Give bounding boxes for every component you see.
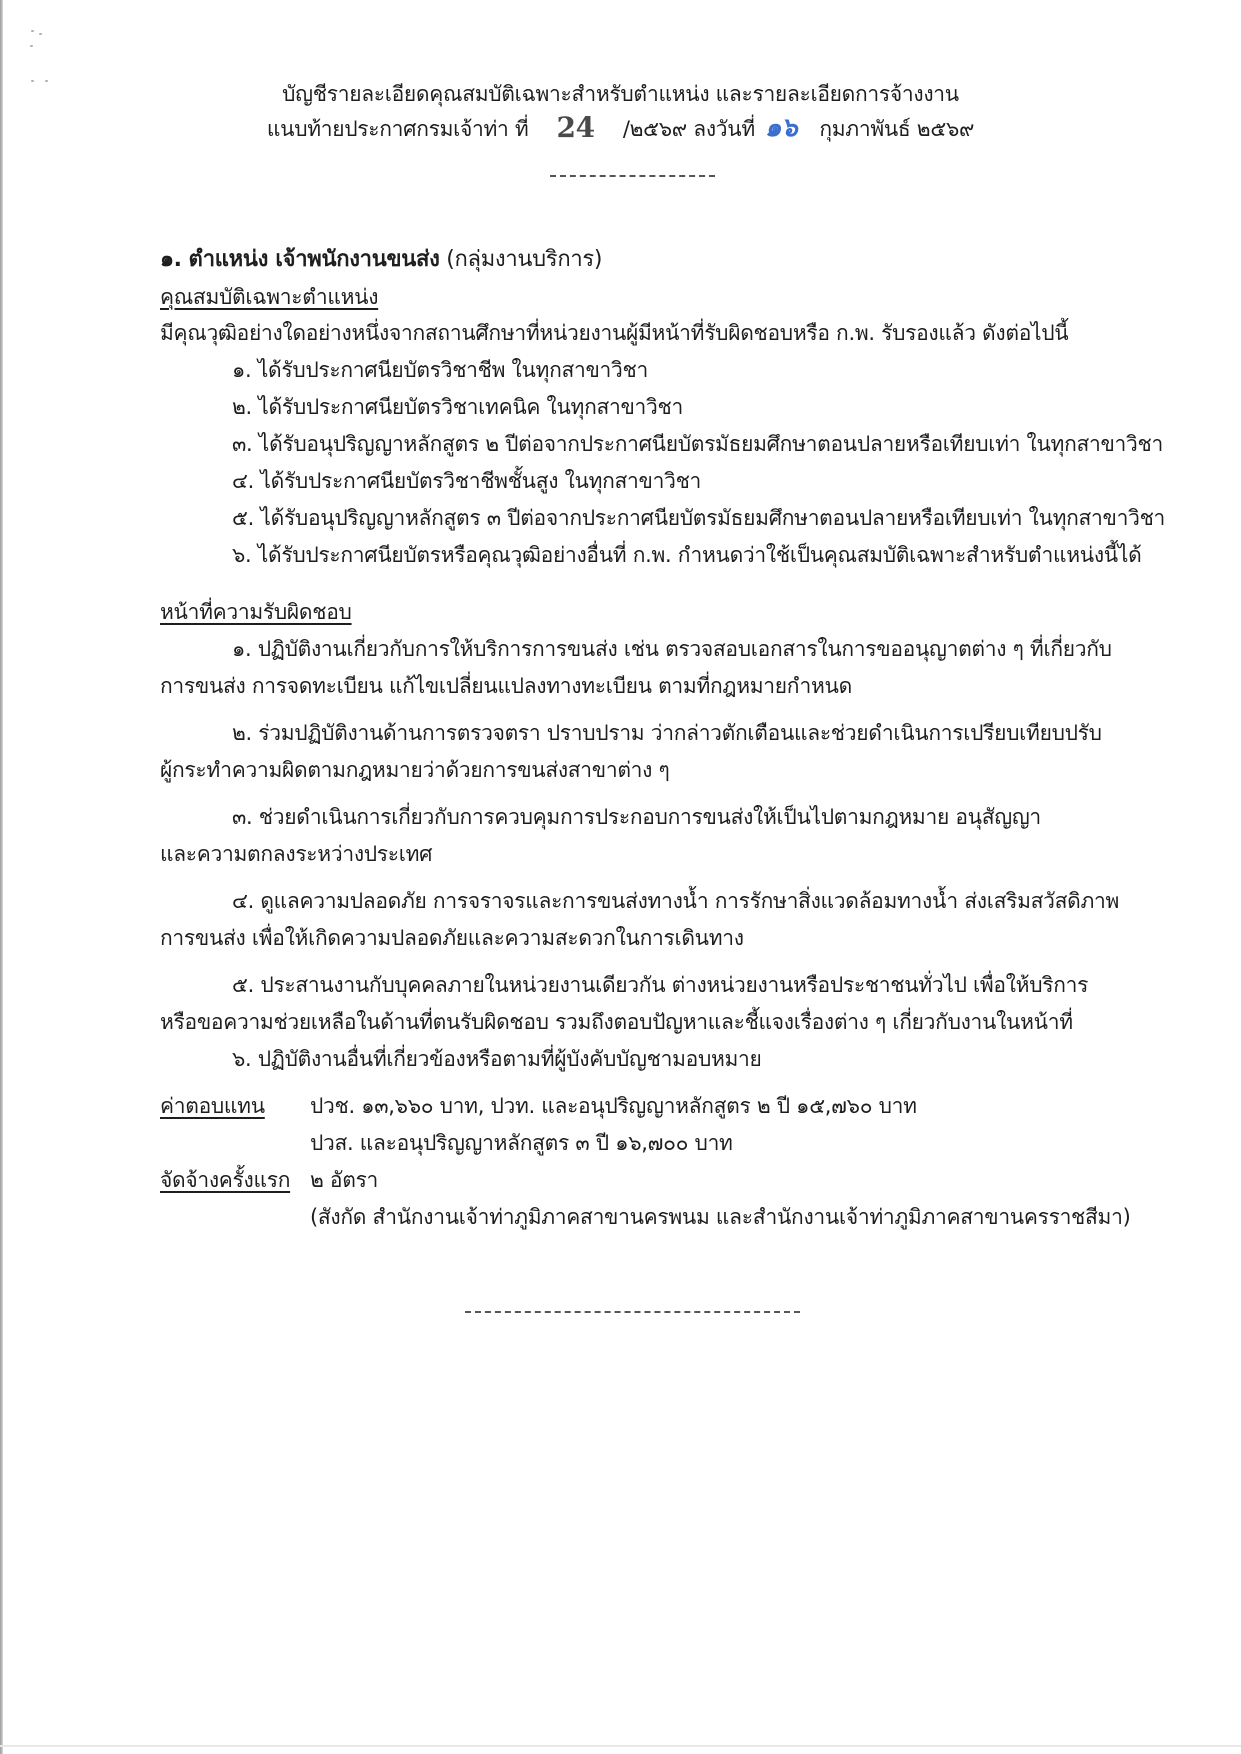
duty-item-line1: ๕. ประสานงานกับบุคคลภายในหน่วยงานเดียวกัน ต่างหน่วยงานหรือประชาชนทั่วไป เพื่อให้บริการ	[232, 973, 1089, 997]
duty-item-line1: ๑. ปฏิบัติงานเกี่ยวกับการให้บริการการขนส่ง เช่น ตรวจสอบเอกสารในการขออนุญาตต่าง ๆ ที่เกี่ยวกับ	[232, 637, 1112, 661]
qualifications-intro: มีคุณวุฒิอย่างใดอย่างหนึ่งจากสถานศึกษาที่หน่วยงานผู้มีหน้าที่รับผิดชอบหรือ ก.พ. รับรองแล้ว ดังต่อไปนี้	[160, 321, 1069, 345]
qualification-item: ๓. ได้รับอนุปริญญาหลักสูตร ๒ ปีต่อจากประกาศนียบัตรมัธยมศึกษาตอนปลายหรือเทียบเท่า ในทุกสาขาวิชา	[232, 432, 1163, 456]
announcement-year: /๒๕๖๙	[622, 117, 687, 141]
compensation-label: ค่าตอบแทน	[160, 1094, 265, 1118]
announcement-prefix: แนบท้ายประกาศกรมเจ้าท่า ที่	[266, 117, 529, 141]
duty-item-line1: ๔. ดูแลความปลอดภัย การจราจรและการขนส่งทางน้ำ การรักษาสิ่งแวดล้อมทางน้ำ ส่งเสริมสวัสดิภาพ	[232, 889, 1120, 913]
header-divider	[550, 175, 715, 177]
qualification-item: ๕. ได้รับอนุปริญญาหลักสูตร ๓ ปีต่อจากประกาศนียบัตรมัธยมศึกษาตอนปลายหรือเทียบเท่า ในทุกสาขาวิชา	[232, 506, 1166, 530]
qualification-item: ๔. ได้รับประกาศนียบัตรวิชาชีพชั้นสูง ในทุกสาขาวิชา	[232, 469, 702, 493]
document-title-line1: บัญชีรายละเอียดคุณสมบัติเฉพาะสำหรับตำแหน่ง และรายละเอียดการจ้างงาน	[282, 82, 959, 106]
duty-item-line2: และความตกลงระหว่างประเทศ	[160, 842, 433, 866]
compensation-line2: ปวส. และอนุปริญญาหลักสูตร ๓ ปี ๑๖,๗๐๐ บาท	[310, 1131, 733, 1155]
initial-hiring-label: จัดจ้างครั้งแรก	[160, 1168, 291, 1192]
qualifications-heading: คุณสมบัติเฉพาะตำแหน่ง	[160, 285, 379, 309]
footer-divider	[465, 1311, 800, 1313]
announcement-number: 24	[556, 111, 595, 144]
position-number: ๑.	[160, 247, 182, 272]
initial-hiring-count: ๒ อัตรา	[310, 1168, 379, 1192]
duty-item-line1: ๓. ช่วยดำเนินการเกี่ยวกับการควบคุมการประกอบการขนส่งให้เป็นไปตามกฎหมาย อนุสัญญา	[232, 805, 1041, 829]
duty-item-line1: ๖. ปฏิบัติงานอื่นที่เกี่ยวข้องหรือตามที่ผู้บังคับบัญชามอบหมาย	[232, 1047, 762, 1071]
duty-item-line2: การขนส่ง เพื่อให้เกิดความปลอดภัยและความสะดวกในการเดินทาง	[160, 926, 744, 950]
duty-item-line2: ผู้กระทำความผิดตามกฎหมายว่าด้วยการขนส่งสาขาต่าง ๆ	[160, 758, 670, 782]
document-title-line2	[0, 113, 1241, 144]
position-group: (กลุ่มงานบริการ)	[446, 247, 603, 272]
initial-hiring-note: (สังกัด สำนักงานเจ้าท่าภูมิภาคสาขานครพนม และสำนักงานเจ้าท่าภูมิภาคสาขานครราชสีมา)	[310, 1205, 1131, 1229]
qualification-item: ๑. ได้รับประกาศนียบัตรวิชาชีพ ในทุกสาขาวิชา	[232, 358, 648, 382]
duties-heading: หน้าที่ความรับผิดชอบ	[160, 600, 352, 624]
handwritten-day: ๑๖	[764, 113, 798, 143]
position-heading	[160, 245, 602, 275]
month-year: กุมภาพันธ์ ๒๕๖๙	[819, 117, 975, 141]
duty-item-line2: หรือขอความช่วยเหลือในด้านที่ตนรับผิดชอบ รวมถึงตอบปัญหาและชี้แจงเรื่องต่าง ๆ เกี่ยวกับงานในหน้าที่	[160, 1010, 1073, 1034]
qualification-item: ๖. ได้รับประกาศนียบัตรหรือคุณวุฒิอย่างอื่นที่ ก.พ. กำหนดว่าใช้เป็นคุณสมบัติเฉพาะสำหรับตำแหน่งนี้ได้	[232, 543, 1142, 567]
compensation-line1: ปวช. ๑๓,๖๖๐ บาท, ปวท. และอนุปริญญาหลักสูตร ๒ ปี ๑๕,๗๖๐ บาท	[310, 1094, 917, 1118]
qualification-item: ๒. ได้รับประกาศนียบัตรวิชาเทคนิค ในทุกสาขาวิชา	[232, 395, 683, 419]
dated-label: ลงวันที่	[693, 117, 755, 141]
duty-item-line2: การขนส่ง การจดทะเบียน แก้ไขเปลี่ยนแปลงทางทะเบียน ตามที่กฎหมายกำหนด	[160, 674, 852, 698]
position-title: ตำแหน่ง เจ้าพนักงานขนส่ง	[188, 247, 440, 272]
duty-item-line1: ๒. ร่วมปฏิบัติงานด้านการตรวจตรา ปราบปราม ว่ากล่าวตักเตือนและช่วยดำเนินการเปรียบเทียบปรับ	[232, 721, 1102, 745]
